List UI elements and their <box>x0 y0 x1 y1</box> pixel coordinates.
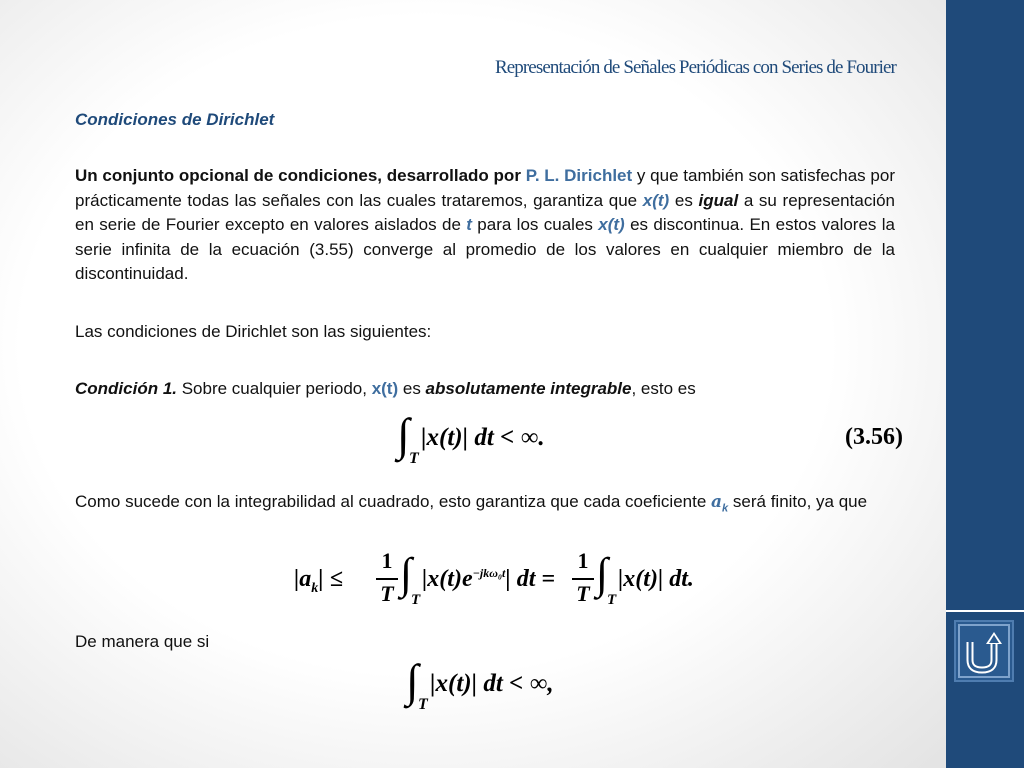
equation-number: (3.56) <box>845 424 903 450</box>
sidebar-divider <box>946 610 1024 612</box>
paragraph-condition-1: Condición 1. Sobre cualquier periodo, x(t) es absolutamente integrable, esto es <box>75 379 696 398</box>
paragraph-intro: Un conjunto opcional de condiciones, desarrollado por P. L. Dirichlet y que también son satisfechas por prácticamente todas las señales con las cuales trataremos, garantiza que x(t) es igual a su representación en serie de Fourier excepto en valores aislados de t para los cuales x(t) es discontinua. En estos valores la serie infinita de la ecuación (3.55) converge al promedio de los valores en cualquier miembro de la discontinuidad. <box>75 166 896 283</box>
paragraph-coefficients: Como sucede con la integrabilidad al cuadrado, esto garantiza que cada coeficiente $a_k$ será finito, ya que <box>75 492 868 515</box>
paragraph-so-if: De manera que si <box>75 632 210 651</box>
section-subtitle: Condiciones de Dirichlet <box>75 110 275 129</box>
equation-absolute-integrable: ∫ T |x(t)| dt < ∞, <box>406 655 554 713</box>
paragraph-conditions: Las condiciones de Dirichlet son las siguientes: <box>75 322 432 341</box>
u-turn-back-icon <box>956 622 1012 680</box>
equation-3-56: ∫ T |x(t)| dt < ∞. <box>397 409 545 467</box>
page-title: Representación de Señales Periódicas con Series de Fourier <box>494 57 896 78</box>
back-button[interactable] <box>954 620 1014 682</box>
sidebar <box>946 0 1024 768</box>
equation-ak-bound: $|a_k|$ ≤ 1 T ∫ T $|x(t)e^{-jk\omega_0t}|$ dt = 1 T ∫ T |x(t)| dt. <box>294 548 694 608</box>
